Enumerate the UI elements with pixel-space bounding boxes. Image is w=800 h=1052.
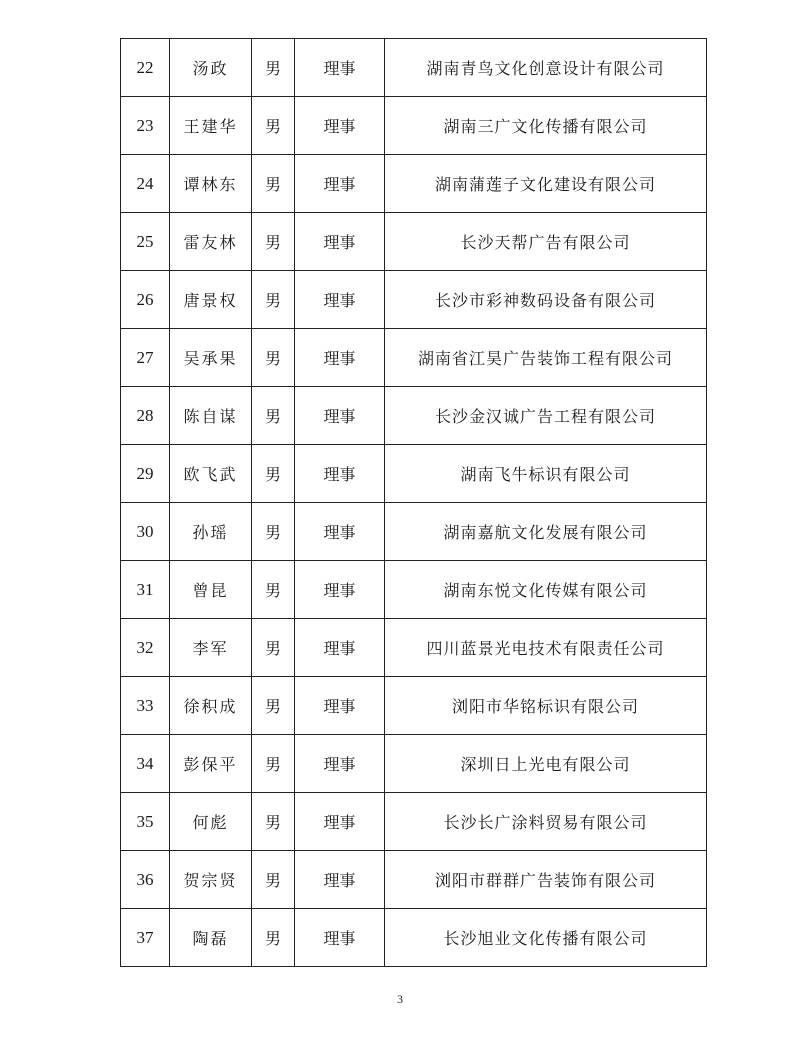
member-name: 彭保平 bbox=[170, 735, 252, 793]
table-row bbox=[121, 909, 707, 967]
member-role: 理事 bbox=[295, 503, 385, 561]
member-gender: 男 bbox=[252, 503, 295, 561]
member-role: 理事 bbox=[295, 271, 385, 329]
member-role: 理事 bbox=[295, 619, 385, 677]
table-row bbox=[121, 851, 707, 909]
member-gender: 男 bbox=[252, 213, 295, 271]
member-gender: 男 bbox=[252, 155, 295, 213]
member-name: 陶磊 bbox=[170, 909, 252, 967]
member-company: 湖南青鸟文化创意设计有限公司 bbox=[385, 39, 707, 97]
member-company: 长沙市彩神数码设备有限公司 bbox=[385, 271, 707, 329]
member-name: 陈自谋 bbox=[170, 387, 252, 445]
member-company: 湖南东悦文化传媒有限公司 bbox=[385, 561, 707, 619]
row-number: 33 bbox=[121, 677, 170, 735]
row-number: 31 bbox=[121, 561, 170, 619]
member-name: 李军 bbox=[170, 619, 252, 677]
table-row bbox=[121, 155, 707, 213]
member-table-body bbox=[121, 39, 707, 967]
table-row bbox=[121, 619, 707, 677]
member-gender: 男 bbox=[252, 445, 295, 503]
member-company: 浏阳市华铭标识有限公司 bbox=[385, 677, 707, 735]
table-row bbox=[121, 735, 707, 793]
row-number: 37 bbox=[121, 909, 170, 967]
member-gender: 男 bbox=[252, 677, 295, 735]
member-company: 长沙金汉诚广告工程有限公司 bbox=[385, 387, 707, 445]
table-row bbox=[121, 39, 707, 97]
row-number: 26 bbox=[121, 271, 170, 329]
table-row bbox=[121, 271, 707, 329]
table-row bbox=[121, 329, 707, 387]
page-number: 3 bbox=[397, 992, 403, 1006]
member-role: 理事 bbox=[295, 851, 385, 909]
row-number: 23 bbox=[121, 97, 170, 155]
row-number: 35 bbox=[121, 793, 170, 851]
member-role: 理事 bbox=[295, 793, 385, 851]
member-name: 孙瑶 bbox=[170, 503, 252, 561]
member-name: 欧飞武 bbox=[170, 445, 252, 503]
member-role: 理事 bbox=[295, 909, 385, 967]
member-gender: 男 bbox=[252, 329, 295, 387]
member-name: 汤政 bbox=[170, 39, 252, 97]
table-row bbox=[121, 561, 707, 619]
member-role: 理事 bbox=[295, 735, 385, 793]
table-row bbox=[121, 213, 707, 271]
member-gender: 男 bbox=[252, 851, 295, 909]
row-number: 29 bbox=[121, 445, 170, 503]
member-company: 浏阳市群群广告装饰有限公司 bbox=[385, 851, 707, 909]
row-number: 36 bbox=[121, 851, 170, 909]
member-gender: 男 bbox=[252, 793, 295, 851]
member-role: 理事 bbox=[295, 39, 385, 97]
table-row bbox=[121, 97, 707, 155]
table-row bbox=[121, 793, 707, 851]
member-company: 湖南飞牛标识有限公司 bbox=[385, 445, 707, 503]
member-name: 唐景权 bbox=[170, 271, 252, 329]
member-name: 贺宗贤 bbox=[170, 851, 252, 909]
member-role: 理事 bbox=[295, 213, 385, 271]
table-row bbox=[121, 387, 707, 445]
member-name: 雷友林 bbox=[170, 213, 252, 271]
member-gender: 男 bbox=[252, 39, 295, 97]
member-company: 长沙长广涂料贸易有限公司 bbox=[385, 793, 707, 851]
member-role: 理事 bbox=[295, 155, 385, 213]
member-role: 理事 bbox=[295, 329, 385, 387]
member-company: 湖南省江昊广告装饰工程有限公司 bbox=[385, 329, 707, 387]
row-number: 32 bbox=[121, 619, 170, 677]
table-row bbox=[121, 445, 707, 503]
member-gender: 男 bbox=[252, 909, 295, 967]
member-company: 长沙旭业文化传播有限公司 bbox=[385, 909, 707, 967]
member-company: 湖南嘉航文化发展有限公司 bbox=[385, 503, 707, 561]
table-row bbox=[121, 503, 707, 561]
member-gender: 男 bbox=[252, 561, 295, 619]
row-number: 25 bbox=[121, 213, 170, 271]
row-number: 27 bbox=[121, 329, 170, 387]
member-gender: 男 bbox=[252, 735, 295, 793]
member-role: 理事 bbox=[295, 445, 385, 503]
member-name: 谭林东 bbox=[170, 155, 252, 213]
member-gender: 男 bbox=[252, 97, 295, 155]
member-company: 深圳日上光电有限公司 bbox=[385, 735, 707, 793]
row-number: 28 bbox=[121, 387, 170, 445]
member-name: 王建华 bbox=[170, 97, 252, 155]
member-gender: 男 bbox=[252, 271, 295, 329]
row-number: 34 bbox=[121, 735, 170, 793]
member-company: 四川蓝景光电技术有限责任公司 bbox=[385, 619, 707, 677]
member-name: 曾昆 bbox=[170, 561, 252, 619]
member-name: 吴承果 bbox=[170, 329, 252, 387]
member-company: 湖南蒲莲子文化建设有限公司 bbox=[385, 155, 707, 213]
member-company: 湖南三广文化传播有限公司 bbox=[385, 97, 707, 155]
member-role: 理事 bbox=[295, 97, 385, 155]
member-name: 何彪 bbox=[170, 793, 252, 851]
row-number: 24 bbox=[121, 155, 170, 213]
row-number: 30 bbox=[121, 503, 170, 561]
member-gender: 男 bbox=[252, 387, 295, 445]
member-role: 理事 bbox=[295, 387, 385, 445]
row-number: 22 bbox=[121, 39, 170, 97]
member-role: 理事 bbox=[295, 561, 385, 619]
member-gender: 男 bbox=[252, 619, 295, 677]
member-table bbox=[120, 38, 707, 967]
table-row bbox=[121, 677, 707, 735]
member-role: 理事 bbox=[295, 677, 385, 735]
member-company: 长沙天帮广告有限公司 bbox=[385, 213, 707, 271]
member-name: 徐积成 bbox=[170, 677, 252, 735]
